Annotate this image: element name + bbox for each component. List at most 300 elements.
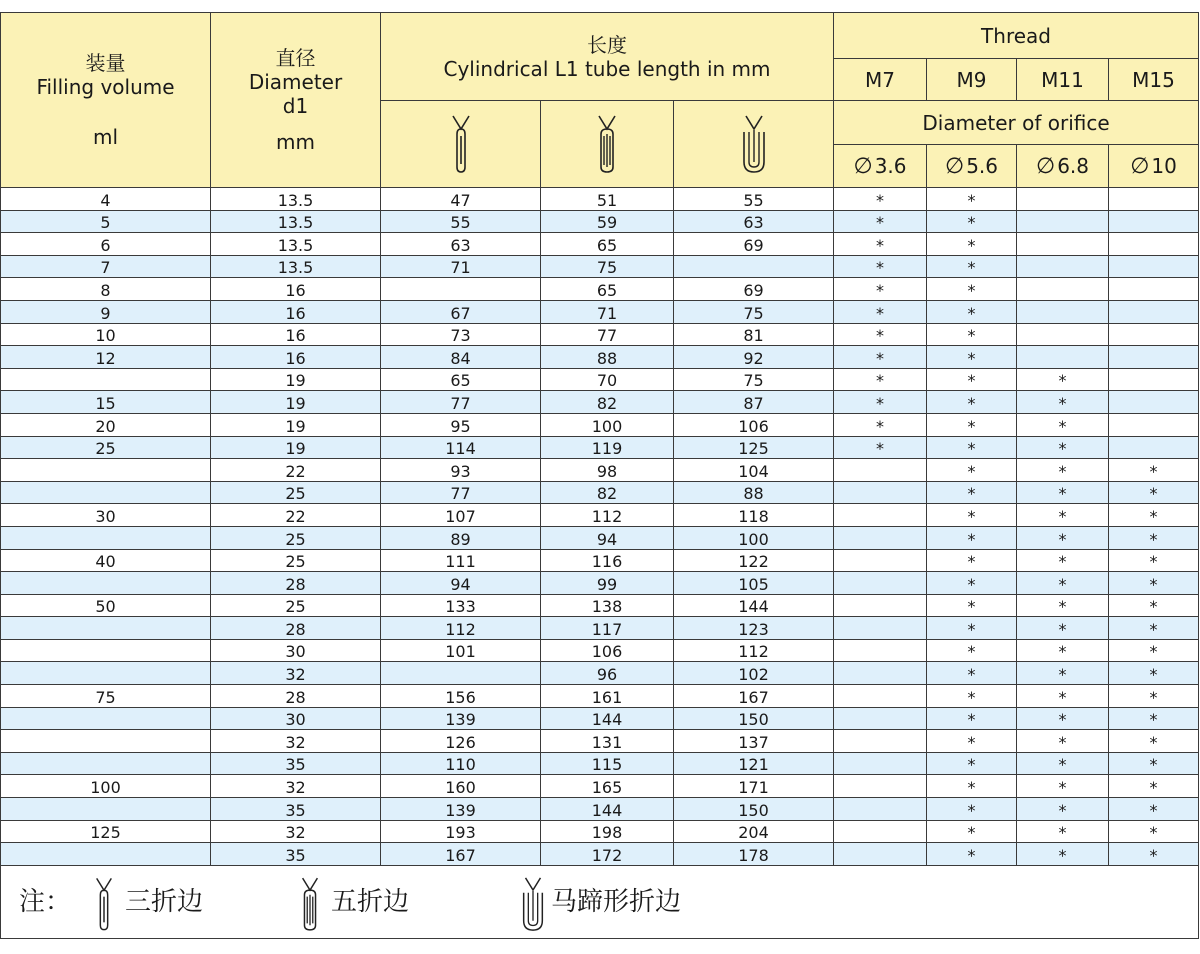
orifice-header: Diameter of orifice xyxy=(834,101,1199,145)
diameter-cell: 19 xyxy=(211,368,381,391)
table-row xyxy=(1,820,1199,843)
length-five-fold-cell: 94 xyxy=(541,526,674,549)
table-row xyxy=(1,481,1199,504)
thread-m7-cell: * xyxy=(834,346,927,369)
length-five-fold-cell: 82 xyxy=(541,391,674,414)
diameter-cell: 32 xyxy=(211,662,381,685)
five-fold-icon xyxy=(594,114,620,174)
filling-volume-cell: 20 xyxy=(1,413,211,436)
diameter-cell: 25 xyxy=(211,481,381,504)
filling-volume-cell: 4 xyxy=(1,188,211,211)
thread-m15-cell xyxy=(1109,255,1199,278)
filling-volume-cell: 100 xyxy=(1,775,211,798)
thread-m11-cell: * xyxy=(1017,526,1109,549)
table-row xyxy=(1,594,1199,617)
length-triple-fold-cell: 167 xyxy=(381,843,541,866)
diameter-cell: 32 xyxy=(211,730,381,753)
thread-size-m9: M9 xyxy=(927,59,1017,101)
table-row xyxy=(1,572,1199,595)
thread-m7-cell: * xyxy=(834,323,927,346)
thread-m9-cell: * xyxy=(927,233,1017,256)
thread-size-m11: M11 xyxy=(1017,59,1109,101)
thread-m15-cell: * xyxy=(1109,707,1199,730)
thread-m15-cell: * xyxy=(1109,594,1199,617)
thread-m9-cell: * xyxy=(927,594,1017,617)
thread-m9-cell: * xyxy=(927,775,1017,798)
length-horseshoe-fold-cell: 122 xyxy=(674,549,834,572)
filling-volume-cell xyxy=(1,662,211,685)
thread-m7-cell xyxy=(834,820,927,843)
thread-m9-cell: * xyxy=(927,300,1017,323)
diameter-cell: 28 xyxy=(211,685,381,708)
length-triple-fold-cell: 67 xyxy=(381,300,541,323)
length-triple-fold-cell: 139 xyxy=(381,707,541,730)
thread-m7-cell: * xyxy=(834,233,927,256)
orifice-size-5-6: ∅ 5.6 xyxy=(927,145,1017,188)
filling-volume-cell: 40 xyxy=(1,549,211,572)
thread-m7-cell xyxy=(834,594,927,617)
length-horseshoe-fold-cell: 123 xyxy=(674,617,834,640)
diameter-cell: 13.5 xyxy=(211,188,381,211)
table-row xyxy=(1,504,1199,527)
thread-m9-cell: * xyxy=(927,210,1017,233)
length-five-fold-cell: 144 xyxy=(541,707,674,730)
length-horseshoe-fold-cell: 100 xyxy=(674,526,834,549)
length-five-fold-cell: 131 xyxy=(541,730,674,753)
length-five-fold-cell: 99 xyxy=(541,572,674,595)
length-five-fold-cell: 75 xyxy=(541,255,674,278)
length-horseshoe-fold-cell: 55 xyxy=(674,188,834,211)
thread-m11-cell: * xyxy=(1017,594,1109,617)
thread-m15-cell xyxy=(1109,368,1199,391)
table-row xyxy=(1,639,1199,662)
filling-volume-cell xyxy=(1,730,211,753)
length-horseshoe-fold-cell: 144 xyxy=(674,594,834,617)
filling-volume-cell xyxy=(1,639,211,662)
thread-m9-cell: * xyxy=(927,662,1017,685)
thread-m11-cell: * xyxy=(1017,549,1109,572)
table-row xyxy=(1,617,1199,640)
thread-m7-cell: * xyxy=(834,436,927,459)
thread-m9-cell: * xyxy=(927,413,1017,436)
table-row xyxy=(1,300,1199,323)
table-row xyxy=(1,436,1199,459)
diameter-cell: 16 xyxy=(211,300,381,323)
thread-m7-cell: * xyxy=(834,300,927,323)
thread-m15-cell: * xyxy=(1109,730,1199,753)
filling-volume-cell: 5 xyxy=(1,210,211,233)
thread-m7-cell xyxy=(834,481,927,504)
length-horseshoe-fold-cell: 88 xyxy=(674,481,834,504)
length-five-fold-cell: 77 xyxy=(541,323,674,346)
thread-m11-cell: * xyxy=(1017,504,1109,527)
note-horseshoe-fold: 马蹄形折边 xyxy=(551,887,682,917)
thread-m15-cell: * xyxy=(1109,572,1199,595)
thread-m15-cell xyxy=(1109,436,1199,459)
length-horseshoe-fold-cell: 167 xyxy=(674,685,834,708)
diameter-cell: 32 xyxy=(211,775,381,798)
table-row xyxy=(1,730,1199,753)
length-five-fold-cell: 98 xyxy=(541,459,674,482)
thread-m9-cell: * xyxy=(927,436,1017,459)
table-row xyxy=(1,346,1199,369)
thread-m15-cell: * xyxy=(1109,752,1199,775)
length-triple-fold-cell: 160 xyxy=(381,775,541,798)
thread-m7-cell xyxy=(834,798,927,821)
five-fold-column-header xyxy=(541,101,674,188)
thread-m15-cell xyxy=(1109,391,1199,414)
triple-fold-column-header xyxy=(381,101,541,188)
thread-m9-cell: * xyxy=(927,730,1017,753)
diameter-cell: 22 xyxy=(211,459,381,482)
length-triple-fold-cell: 112 xyxy=(381,617,541,640)
diameter-cell: 13.5 xyxy=(211,210,381,233)
length-triple-fold-cell: 55 xyxy=(381,210,541,233)
length-horseshoe-fold-cell: 105 xyxy=(674,572,834,595)
thread-m15-cell: * xyxy=(1109,549,1199,572)
table-row xyxy=(1,526,1199,549)
thread-m15-cell: * xyxy=(1109,820,1199,843)
thread-m11-cell: * xyxy=(1017,685,1109,708)
horseshoe-fold-column-header xyxy=(674,101,834,188)
length-five-fold-cell: 71 xyxy=(541,300,674,323)
length-five-fold-cell: 96 xyxy=(541,662,674,685)
thread-m7-cell xyxy=(834,459,927,482)
length-triple-fold-cell: 110 xyxy=(381,752,541,775)
thread-m11-cell: * xyxy=(1017,617,1109,640)
triple-fold-icon xyxy=(449,114,473,174)
notes-label: 注： xyxy=(19,887,72,917)
thread-m7-cell: * xyxy=(834,255,927,278)
table-row xyxy=(1,843,1199,866)
length-horseshoe-fold-cell: 118 xyxy=(674,504,834,527)
length-triple-fold-cell: 111 xyxy=(381,549,541,572)
thread-m15-cell xyxy=(1109,188,1199,211)
filling-volume-cell: 50 xyxy=(1,594,211,617)
length-horseshoe-fold-cell: 150 xyxy=(674,707,834,730)
table-row xyxy=(1,413,1199,436)
diameter-header: 直径 Diameter d1 mm xyxy=(211,13,381,188)
thread-m7-cell xyxy=(834,707,927,730)
length-triple-fold-cell: 93 xyxy=(381,459,541,482)
thread-m11-cell: * xyxy=(1017,775,1109,798)
thread-m11-cell: * xyxy=(1017,752,1109,775)
thread-m9-cell: * xyxy=(927,685,1017,708)
thread-m11-cell xyxy=(1017,300,1109,323)
length-five-fold-cell: 51 xyxy=(541,188,674,211)
filling-volume-cell xyxy=(1,526,211,549)
table-row xyxy=(1,662,1199,685)
thread-m15-cell xyxy=(1109,233,1199,256)
filling-volume-cell xyxy=(1,752,211,775)
table-row xyxy=(1,752,1199,775)
length-horseshoe-fold-cell xyxy=(674,255,834,278)
thread-m7-cell: * xyxy=(834,278,927,301)
thread-m11-cell xyxy=(1017,233,1109,256)
diameter-cell: 19 xyxy=(211,413,381,436)
length-horseshoe-fold-cell: 81 xyxy=(674,323,834,346)
length-triple-fold-cell: 114 xyxy=(381,436,541,459)
horseshoe-fold-icon xyxy=(519,876,547,932)
thread-m9-cell: * xyxy=(927,820,1017,843)
thread-m9-cell: * xyxy=(927,572,1017,595)
thread-m15-cell: * xyxy=(1109,459,1199,482)
length-five-fold-cell: 119 xyxy=(541,436,674,459)
length-five-fold-cell: 82 xyxy=(541,481,674,504)
thread-m9-cell: * xyxy=(927,639,1017,662)
thread-m15-cell: * xyxy=(1109,526,1199,549)
length-triple-fold-cell: 77 xyxy=(381,391,541,414)
length-horseshoe-fold-cell: 69 xyxy=(674,278,834,301)
length-five-fold-cell: 138 xyxy=(541,594,674,617)
filling-volume-cell: 25 xyxy=(1,436,211,459)
filling-volume-cell xyxy=(1,481,211,504)
orifice-size-3-6: ∅ 3.6 xyxy=(834,145,927,188)
thread-m11-cell: * xyxy=(1017,639,1109,662)
diameter-cell: 16 xyxy=(211,346,381,369)
filling-volume-cell: 7 xyxy=(1,255,211,278)
thread-m15-cell: * xyxy=(1109,775,1199,798)
table-row xyxy=(1,233,1199,256)
five-fold-icon xyxy=(298,876,322,932)
thread-m7-cell: * xyxy=(834,368,927,391)
diameter-cell: 35 xyxy=(211,798,381,821)
diameter-cell: 13.5 xyxy=(211,255,381,278)
thread-m15-cell: * xyxy=(1109,662,1199,685)
thread-m15-cell xyxy=(1109,413,1199,436)
thread-m11-cell: * xyxy=(1017,481,1109,504)
thread-size-m7: M7 xyxy=(834,59,927,101)
length-triple-fold-cell: 63 xyxy=(381,233,541,256)
thread-m9-cell: * xyxy=(927,707,1017,730)
table-row xyxy=(1,798,1199,821)
spec-table-body xyxy=(1,188,1199,866)
length-horseshoe-fold-cell: 102 xyxy=(674,662,834,685)
thread-m11-cell: * xyxy=(1017,391,1109,414)
length-five-fold-cell: 88 xyxy=(541,346,674,369)
length-five-fold-cell: 165 xyxy=(541,775,674,798)
filling-volume-cell xyxy=(1,798,211,821)
thread-m7-cell: * xyxy=(834,188,927,211)
thread-m11-cell: * xyxy=(1017,368,1109,391)
filling-volume-cell: 75 xyxy=(1,685,211,708)
thread-m9-cell: * xyxy=(927,323,1017,346)
thread-m15-cell: * xyxy=(1109,617,1199,640)
table-row xyxy=(1,323,1199,346)
length-five-fold-cell: 172 xyxy=(541,843,674,866)
length-five-fold-cell: 106 xyxy=(541,639,674,662)
thread-m9-cell: * xyxy=(927,752,1017,775)
note-triple-fold: 三折边 xyxy=(125,887,204,917)
thread-m9-cell: * xyxy=(927,188,1017,211)
length-five-fold-cell: 65 xyxy=(541,233,674,256)
length-horseshoe-fold-cell: 104 xyxy=(674,459,834,482)
length-horseshoe-fold-cell: 75 xyxy=(674,368,834,391)
diameter-cell: 16 xyxy=(211,323,381,346)
length-triple-fold-cell: 65 xyxy=(381,368,541,391)
thread-m7-cell xyxy=(834,730,927,753)
thread-m11-cell: * xyxy=(1017,413,1109,436)
length-five-fold-cell: 65 xyxy=(541,278,674,301)
thread-m7-cell xyxy=(834,549,927,572)
diameter-cell: 35 xyxy=(211,843,381,866)
length-triple-fold-cell: 95 xyxy=(381,413,541,436)
thread-m9-cell: * xyxy=(927,798,1017,821)
length-horseshoe-fold-cell: 125 xyxy=(674,436,834,459)
thread-m7-cell xyxy=(834,617,927,640)
thread-m15-cell xyxy=(1109,210,1199,233)
length-triple-fold-cell: 101 xyxy=(381,639,541,662)
orifice-size-10: ∅ 10 xyxy=(1109,145,1199,188)
table-row xyxy=(1,459,1199,482)
length-triple-fold-cell: 126 xyxy=(381,730,541,753)
thread-m7-cell xyxy=(834,526,927,549)
thread-m11-cell xyxy=(1017,255,1109,278)
length-horseshoe-fold-cell: 87 xyxy=(674,391,834,414)
thread-m7-cell xyxy=(834,843,927,866)
thread-m7-cell xyxy=(834,639,927,662)
length-horseshoe-fold-cell: 178 xyxy=(674,843,834,866)
table-row xyxy=(1,391,1199,414)
thread-m11-cell: * xyxy=(1017,798,1109,821)
thread-m11-cell: * xyxy=(1017,459,1109,482)
thread-m9-cell: * xyxy=(927,255,1017,278)
diameter-cell: 13.5 xyxy=(211,233,381,256)
length-horseshoe-fold-cell: 137 xyxy=(674,730,834,753)
table-row xyxy=(1,255,1199,278)
length-horseshoe-fold-cell: 92 xyxy=(674,346,834,369)
length-five-fold-cell: 100 xyxy=(541,413,674,436)
thread-m11-cell xyxy=(1017,278,1109,301)
length-five-fold-cell: 198 xyxy=(541,820,674,843)
thread-m7-cell xyxy=(834,662,927,685)
length-five-fold-cell: 59 xyxy=(541,210,674,233)
spec-table-sheet xyxy=(0,12,1198,866)
diameter-cell: 35 xyxy=(211,752,381,775)
thread-m7-cell xyxy=(834,685,927,708)
length-triple-fold-cell: 94 xyxy=(381,572,541,595)
diameter-cell: 25 xyxy=(211,549,381,572)
length-triple-fold-cell: 156 xyxy=(381,685,541,708)
table-row xyxy=(1,210,1199,233)
thread-m15-cell: * xyxy=(1109,639,1199,662)
thread-m9-cell: * xyxy=(927,391,1017,414)
orifice-size-6-8: ∅ 6.8 xyxy=(1017,145,1109,188)
diameter-cell: 30 xyxy=(211,639,381,662)
thread-m9-cell: * xyxy=(927,526,1017,549)
thread-m9-cell: * xyxy=(927,481,1017,504)
length-horseshoe-fold-cell: 63 xyxy=(674,210,834,233)
thread-m15-cell xyxy=(1109,278,1199,301)
filling-volume-header: 装量 Filling volume ml xyxy=(1,13,211,188)
table-row xyxy=(1,278,1199,301)
length-triple-fold-cell: 47 xyxy=(381,188,541,211)
length-triple-fold-cell xyxy=(381,662,541,685)
thread-m15-cell xyxy=(1109,323,1199,346)
legend-notes xyxy=(0,866,1199,939)
thread-m9-cell: * xyxy=(927,504,1017,527)
filling-volume-cell: 30 xyxy=(1,504,211,527)
length-horseshoe-fold-cell: 121 xyxy=(674,752,834,775)
length-horseshoe-fold-cell: 171 xyxy=(674,775,834,798)
diameter-cell: 16 xyxy=(211,278,381,301)
thread-m11-cell: * xyxy=(1017,662,1109,685)
table-row xyxy=(1,188,1199,211)
length-horseshoe-fold-cell: 150 xyxy=(674,798,834,821)
thread-m15-cell: * xyxy=(1109,798,1199,821)
filling-volume-cell: 8 xyxy=(1,278,211,301)
filling-volume-cell: 6 xyxy=(1,233,211,256)
length-triple-fold-cell: 193 xyxy=(381,820,541,843)
length-horseshoe-fold-cell: 106 xyxy=(674,413,834,436)
thread-m11-cell xyxy=(1017,188,1109,211)
thread-m7-cell: * xyxy=(834,413,927,436)
diameter-cell: 28 xyxy=(211,572,381,595)
length-five-fold-cell: 112 xyxy=(541,504,674,527)
tube-length-header: 长度 Cylindrical L1 tube length in mm xyxy=(381,13,834,101)
diameter-cell: 22 xyxy=(211,504,381,527)
thread-m7-cell xyxy=(834,572,927,595)
length-horseshoe-fold-cell: 112 xyxy=(674,639,834,662)
length-horseshoe-fold-cell: 204 xyxy=(674,820,834,843)
triple-fold-icon xyxy=(93,876,115,932)
diameter-cell: 28 xyxy=(211,617,381,640)
thread-m11-cell: * xyxy=(1017,730,1109,753)
filling-volume-cell xyxy=(1,617,211,640)
thread-m7-cell xyxy=(834,504,927,527)
thread-m11-cell: * xyxy=(1017,436,1109,459)
table-row xyxy=(1,549,1199,572)
length-triple-fold-cell xyxy=(381,278,541,301)
table-row xyxy=(1,368,1199,391)
length-five-fold-cell: 115 xyxy=(541,752,674,775)
filling-volume-cell: 10 xyxy=(1,323,211,346)
length-triple-fold-cell: 89 xyxy=(381,526,541,549)
filling-volume-cell xyxy=(1,368,211,391)
filling-volume-cell: 9 xyxy=(1,300,211,323)
filling-volume-cell xyxy=(1,707,211,730)
thread-m9-cell: * xyxy=(927,459,1017,482)
thread-m15-cell xyxy=(1109,346,1199,369)
length-triple-fold-cell: 71 xyxy=(381,255,541,278)
diameter-cell: 30 xyxy=(211,707,381,730)
length-five-fold-cell: 116 xyxy=(541,549,674,572)
diameter-cell: 19 xyxy=(211,391,381,414)
length-horseshoe-fold-cell: 69 xyxy=(674,233,834,256)
diameter-cell: 25 xyxy=(211,594,381,617)
length-triple-fold-cell: 107 xyxy=(381,504,541,527)
thread-m15-cell: * xyxy=(1109,481,1199,504)
thread-m9-cell: * xyxy=(927,278,1017,301)
thread-m7-cell xyxy=(834,752,927,775)
length-triple-fold-cell: 77 xyxy=(381,481,541,504)
length-triple-fold-cell: 133 xyxy=(381,594,541,617)
length-horseshoe-fold-cell: 75 xyxy=(674,300,834,323)
thread-m11-cell: * xyxy=(1017,572,1109,595)
length-triple-fold-cell: 73 xyxy=(381,323,541,346)
length-triple-fold-cell: 139 xyxy=(381,798,541,821)
thread-m15-cell: * xyxy=(1109,843,1199,866)
filling-volume-cell xyxy=(1,459,211,482)
length-triple-fold-cell: 84 xyxy=(381,346,541,369)
thread-m11-cell xyxy=(1017,346,1109,369)
thread-m11-cell xyxy=(1017,323,1109,346)
filling-volume-cell xyxy=(1,572,211,595)
thread-m15-cell xyxy=(1109,300,1199,323)
thread-m9-cell: * xyxy=(927,346,1017,369)
length-five-fold-cell: 70 xyxy=(541,368,674,391)
filling-volume-cell: 125 xyxy=(1,820,211,843)
